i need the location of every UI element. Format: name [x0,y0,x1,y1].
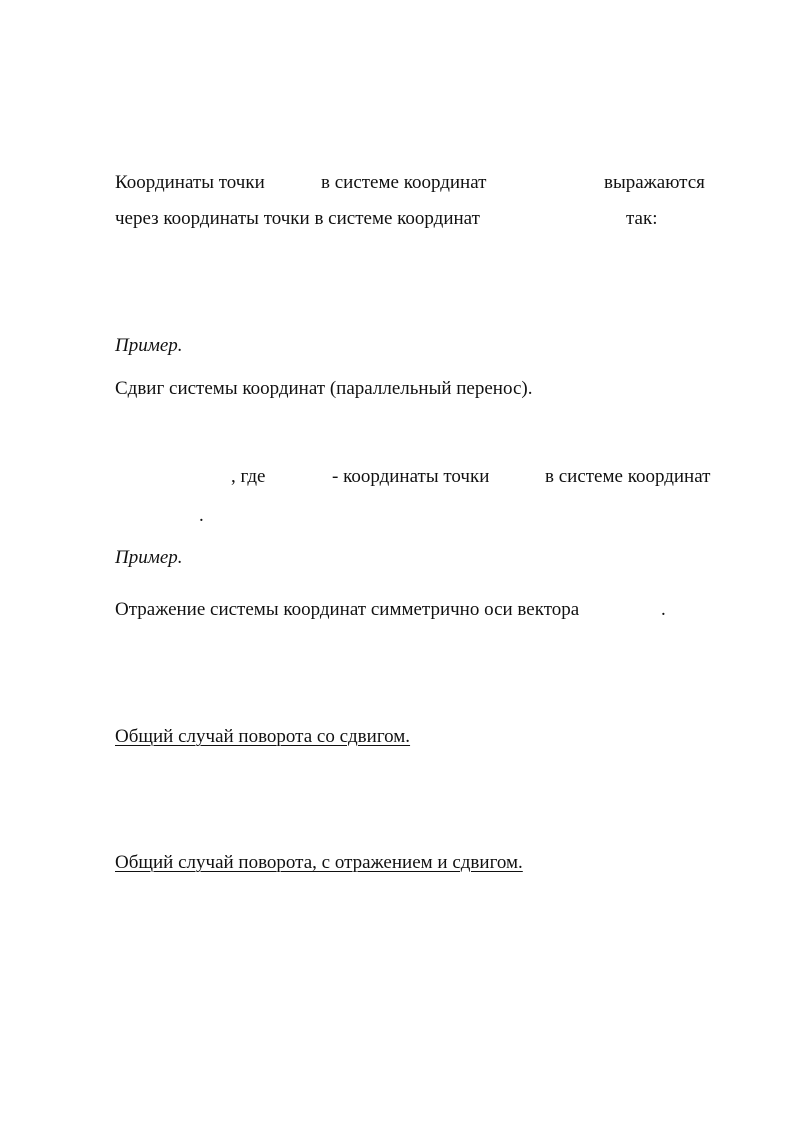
where-clause-part2: - координаты точки [332,466,490,487]
paragraph1-line1-part2: в системе координат [321,172,487,193]
paragraph1-line2-part1: через координаты точки в системе координат [115,208,480,229]
where-clause-part3: в системе координат [545,466,711,487]
paragraph1-line1-part1: Координаты точки [115,172,265,193]
paragraph1-line2-part2: так: [626,208,658,229]
example2-heading: Пример. [115,547,183,568]
where-clause-part1: , где [231,466,266,487]
example2-period: . [661,599,666,620]
section-heading-rotation-reflection-shift: Общий случай поворота, с отражением и сдвигом. [115,852,523,873]
example1-text: Сдвиг системы координат (параллельный перенос). [115,378,533,399]
example2-text: Отражение системы координат симметрично оси вектора [115,599,580,620]
paragraph1-line1-part3: выражаются [604,172,705,193]
example1-heading: Пример. [115,335,183,356]
section-heading-rotation-shift: Общий случай поворота со сдвигом. [115,726,411,747]
where-clause-period: . [199,505,204,526]
